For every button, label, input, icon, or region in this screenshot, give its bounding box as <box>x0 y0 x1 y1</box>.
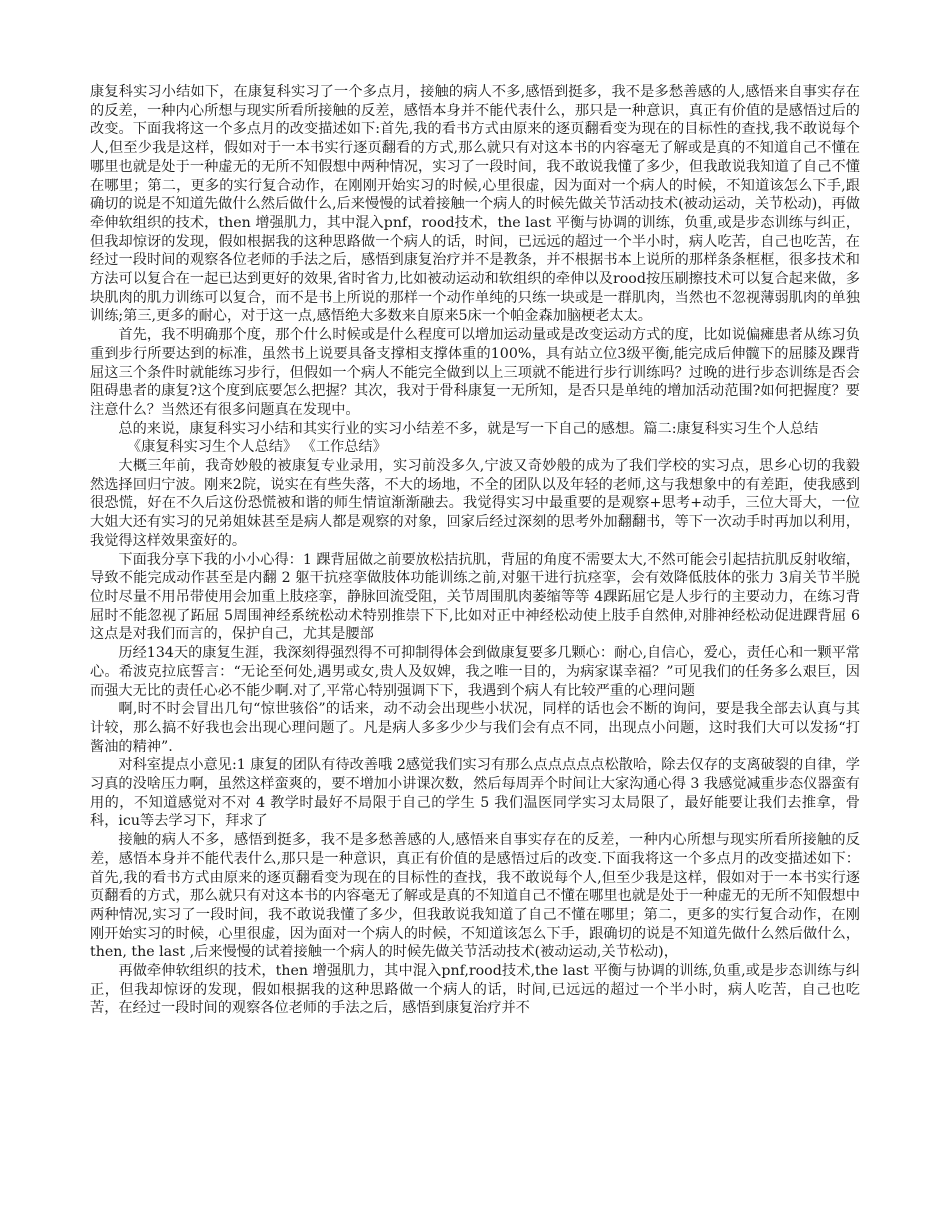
section-heading: 《康复科实习生个人总结》 《工作总结》 <box>126 439 387 456</box>
paragraph: 再做牵伸软组织的技术，then 增强肌力，其中混入pnf,rood技术,the last 平衡与协调的训练,负重,或是步态训练与纠正，但我却惊讶的发现，假如根据我的这种思路做一个病人的话，时间,已远远的超过一个半小时，病人吃苦，自己也吃苦，在经过一段时间的观察各位老师的手法之后，感悟到康复治疗并不 <box>90 963 860 1017</box>
paragraph: 总的来说，康复科实习小结和其实行业的实习小结差不多，就是写一下自己的感想。篇二:康复科实习生个人总结 <box>118 420 819 437</box>
paragraph: 对科室提点小意见:1 康复的团队有待改善哦 2感觉我们实习有那么点点点点点松散哈，除去仅存的支离破裂的自律，学习真的没啥压力啊，虽然这样蛮爽的，要不增加小讲课次数，然后每周弄个时间让大家沟通心得 3 我感觉减重步态仪器蛮有用的，不知道感觉对不对 4 教学时最好不局限于自己的学生 5 我们温医同学实习太局限了，最好能要让我们去推拿，骨科，icu等去学习下，拜求了 <box>90 757 860 830</box>
paragraph: 啊,时不时会冒出几句“惊世骇俗”的话来，动不动会出现些小状况，同样的话也会不断的询问，要是我全部去认真与其计较，那么搞不好我也会出现心理问题了。凡是病人多多少少与我们会有点不同，出现点小问题，这时我们大可以发扬“打酱油的精神”. <box>90 701 860 755</box>
paragraph: 大概三年前，我奇妙般的被康复专业录用，实习前没多久,宁波又奇妙般的成为了我们学校的实习点，思乡心切的我毅然选择回归宁波。刚来2院，说实在有些失落，不大的场地，不全的团队以及年轻的老师,这与我想象中的有差距，使我感到很恐慌，好在不久后这份恐慌被和谐的师生情谊渐渐融去。我觉得实习中最重要的是观察+思考+动手，三位大哥大，一位大姐大还有实习的兄弟姐妹甚至是病人都是观察的对象，回家后经过深刻的思考外加翻翻书，等下一次动手时再加以利用，我觉得这样效果蛮好的。 <box>90 458 860 549</box>
paragraph: 康复科实习小结如下，在康复科实习了一个多点月，接触的病人不多,感悟到挺多，我不是多愁善感的人,感悟来自事实存在的反差，一种内心所想与现实所看所接触的反差，感悟本身并不能代表什么，那只是一种意识，真正有价值的是感悟过后的改变。下面我将这一个多点月的改变描述如下:首先,我的看书方式由原来的逐页翻看变为现在的目标性的查找,我不敢说每个人,但至少我是这样，假如对于一本书实行逐页翻看的方式,那么就只有对这本书的内容毫无了解或是真的不知道自己不懂在哪里也就是处于一种虚无的无所不知假想中两种情况，实习了一段时间，我不敢说我懂了多少，但我敢说我知道了自己不懂在哪里；第二，更多的实行复合动作，在刚刚开始实习的时候,心里很虚，因为面对一个病人的时候，不知道该怎么下手,跟确切的说是不知道先做什么然后做什么,后来慢慢的试着接触一个病人的时候先做关节活动技术(被动运动，关节松动)，再做牵伸软组织的技术，then 增强肌力，其中混入pnf，rood技术，the last 平衡与协调的训练，负重,或是步态训练与纠正，但我却惊讶的发现，假如根据我的这种思路做一个病人的话，时间，已远远的超过一个半小时，病人吃苦，自己也吃苦，在经过一段时间的观察各位老师的手法之后，感悟到康复治疗并不是教条，并不根据书本上说所的那样条条框框，很多技术和方法可以复合在一起已达到更好的效果,省时省力,比如被动运动和软组织的牵伸以及rood按压刷擦技术可以复合起来做，多块肌肉的肌力训练可以复合，而不是书上所说的那样一个动作单纯的只练一块或是一群肌肉，当然也不忽视薄弱肌肉的单独训练;第三,更多的耐心，对于这一点,感悟绝大多数来自原来5床一个帕金森加脑梗老太太。 <box>90 84 860 325</box>
paragraph: 接触的病人不多，感悟到挺多，我不是多愁善感的人,感悟来自事实存在的反差，一种内心所想与现实所看所接触的反差，感悟本身并不能代表什么,那只是一种意识，真正有价值的是感悟过后的改变.下面我将这一个多点月的改变描述如下：首先,我的看书方式由原来的逐页翻看变为现在的目标性的查找，我不敢说每个人,但至少我是这样，假如对于一本书实行逐页翻看的方式，那么就只有对这本书的内容毫无了解或是真的不知道自己不懂在哪里也就是处于一种虚无的无所不知假想中两种情况,实习了一段时间，我不敢说我懂了多少，但我敢说我知道了自己不懂在哪里；第二，更多的实行复合动作，在刚刚开始实习的时候，心里很虚，因为面对一个病人的时候，不知道该怎么下手，跟确切的说是不知道先做什么然后做什么，then, the last ,后来慢慢的试着接触一个病人的时候先做关节活动技术(被动运动,关节松动)， <box>90 832 860 961</box>
paragraph: 首先，我不明确那个度，那个什么时候或是什么程度可以增加运动量或是改变运动方式的度，比如说偏瘫患者从练习负重到步行所要达到的标准，虽然书上说要具备支撑相支撑体重的100%，具有站立位3级平衡,能完成后伸髋下的屈膝及踝背屈这三个条件时就能练习步行，但假如一个病人不能完全做到以上三项就不能进行步行训练吗？过晚的进行步态训练是否会阻碍患者的康复?这个度到底要怎么把握？其次，我对于骨科康复一无所知，是否只是单纯的增加活动范围?如何把握度？要注意什么？当然还有很多问题真在发现中。 <box>90 327 860 418</box>
paragraph: 下面我分享下我的小小心得：1 踝背屈做之前要放松拮抗肌，背屈的角度不需要太大,不然可能会引起拮抗肌反射收缩，导致不能完成动作甚至是内翻 2 躯干抗痉挛做肢体功能训练之前,对躯干进行抗痉挛，会有效降低肢体的张力 3肩关节半脱位时尽量不用吊带使用会加重上肢痉挛，静脉回流受阻，关节周围肌肉萎缩等等 4踝跖屈它是人步行的主要动力，在练习背屈时不能忽视了跖屈 5周围神经系统松动术特别推崇下下,比如对正中神经松动使上肢手自然伸,对腓神经松动促进踝背屈 6这点是对我们而言的，保护自己，尤其是腰部 <box>90 551 861 643</box>
paragraph: 历经134天的康复生涯，我深刻得强烈得不可抑制得体会到做康复要多几颗心：耐心,自信心，爱心，责任心和一颗平常心。希波克拉底誓言：“无论至何处,遇男或女,贵人及奴婢，我之唯一目的，为病家谋幸福？”可见我们的任务多么艰巨，因而强大无比的责任心必不能少啊.对了,平常心特别强调下下，我遇到个病人有比较严重的心理问题 <box>90 645 860 699</box>
